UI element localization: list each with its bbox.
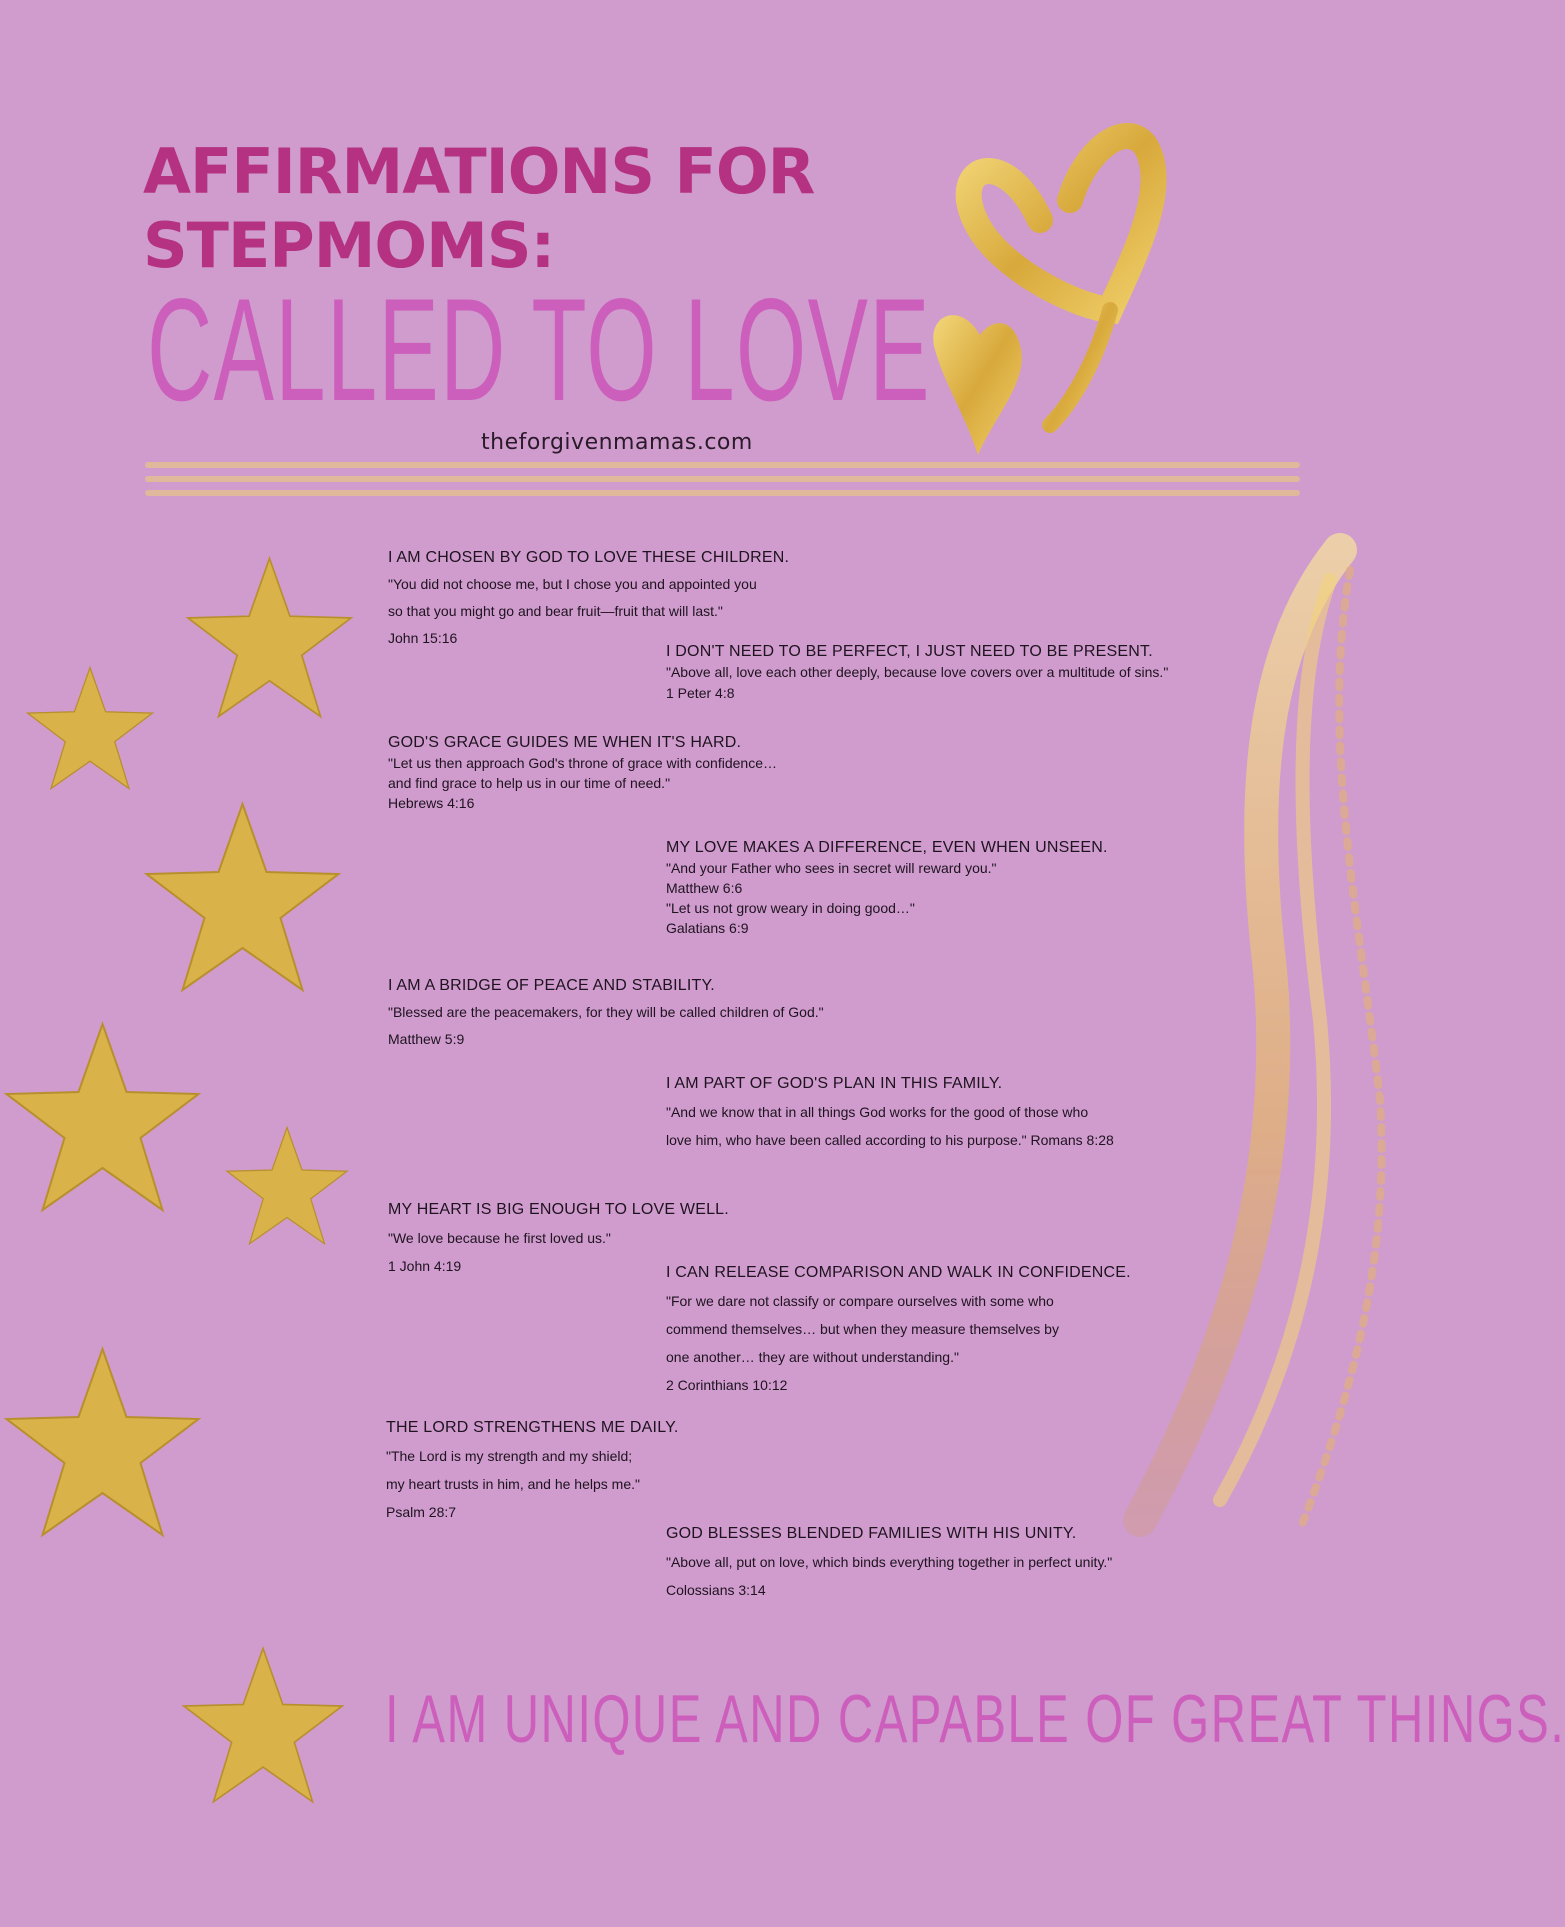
- scripture-line: "Above all, love each other deeply, because love covers over a multitude of sins.": [666, 664, 1169, 680]
- glitter-star-icon: [0, 1345, 205, 1545]
- affirmation-heading: I AM A BRIDGE OF PEACE AND STABILITY.: [388, 977, 715, 994]
- scripture-line: "The Lord is my strength and my shield;: [386, 1448, 633, 1464]
- glitter-star-icon: [0, 1020, 205, 1220]
- affirmation-5: [388, 972, 824, 1053]
- glitter-heart-icon: [920, 125, 1180, 465]
- scripture-line: "And your Father who sees in secret will reward you.": [666, 860, 997, 876]
- affirmation-heading: I DON'T NEED TO BE PERFECT, I JUST NEED TO BE PRESENT.: [666, 643, 1153, 660]
- scripture-reference: John 15:16: [388, 630, 458, 646]
- scripture-line: "You did not choose me, but I chose you and appointed you: [388, 576, 757, 592]
- affirmation-4: [666, 838, 1108, 938]
- affirmation-6: [666, 1070, 1114, 1154]
- scripture-reference: Galatians 6:9: [666, 920, 749, 936]
- scripture-line: "For we dare not classify or compare ourselves with some who: [666, 1293, 1054, 1309]
- scripture-line: my heart trusts in him, and he helps me.": [386, 1476, 640, 1492]
- affirmation-3: [388, 733, 777, 813]
- subtitle: CALLED TO LOVE: [147, 268, 931, 431]
- scripture-line: "We love because he first loved us.": [388, 1230, 611, 1246]
- page-title: [143, 135, 863, 283]
- affirmation-heading: GOD BLESSES BLENDED FAMILIES WITH HIS UNITY.: [666, 1525, 1077, 1542]
- affirmation-9: [386, 1414, 679, 1526]
- title-line-1: AFFIRMATIONS FOR: [143, 135, 815, 208]
- affirmation-heading: GOD'S GRACE GUIDES ME WHEN IT'S HARD.: [388, 734, 742, 751]
- affirmation-2: [666, 641, 1168, 704]
- scripture-reference: Matthew 5:9: [388, 1031, 465, 1047]
- scripture-reference: 1 John 4:19: [388, 1258, 462, 1274]
- scripture-line: "Above all, put on love, which binds everything together in perfect unity.": [666, 1554, 1113, 1570]
- title-line-2: STEPMOMS:: [143, 209, 555, 282]
- affirmation-1: [388, 544, 789, 652]
- glitter-star-icon: [25, 665, 155, 795]
- divider-line-2: [145, 476, 1300, 482]
- closing-affirmation: I AM UNIQUE AND CAPABLE OF GREAT THINGS.: [385, 1681, 1565, 1757]
- scripture-line: "Blessed are the peacemakers, for they will be called children of God.": [388, 1004, 824, 1020]
- glitter-star-icon: [140, 800, 345, 1000]
- scripture-line: one another… they are without understanding.": [666, 1349, 959, 1365]
- scripture-reference: 1 Peter 4:8: [666, 685, 735, 701]
- scripture-line: and find grace to help us in our time of need.": [388, 775, 671, 791]
- scripture-reference: 2 Corinthians 10:12: [666, 1377, 788, 1393]
- scripture-reference: Matthew 6:6: [666, 880, 743, 896]
- affirmation-heading: THE LORD STRENGTHENS ME DAILY.: [386, 1419, 679, 1436]
- affirmation-10: [666, 1520, 1112, 1604]
- website-link[interactable]: theforgivenmamas.com: [481, 430, 753, 455]
- affirmation-8: [666, 1259, 1131, 1399]
- divider-line-3: [145, 490, 1300, 496]
- scripture-line: so that you might go and bear fruit—fruit that will last.": [388, 603, 723, 619]
- affirmation-heading: I CAN RELEASE COMPARISON AND WALK IN CONFIDENCE.: [666, 1264, 1131, 1281]
- scripture-reference: Hebrews 4:16: [388, 795, 475, 811]
- scripture-reference: Colossians 3:14: [666, 1582, 766, 1598]
- scripture-line: "Let us not grow weary in doing good…": [666, 900, 915, 916]
- divider-line-1: [145, 462, 1300, 468]
- glitter-star-icon: [178, 1645, 348, 1810]
- scripture-line: love him, who have been called according to his purpose." Romans 8:28: [666, 1132, 1114, 1148]
- glitter-star-icon: [222, 1125, 352, 1250]
- scripture-line: commend themselves… but when they measure themselves by: [666, 1321, 1059, 1337]
- scripture-line: "And we know that in all things God works for the good of those who: [666, 1104, 1089, 1120]
- affirmation-heading: I AM CHOSEN BY GOD TO LOVE THESE CHILDREN.: [388, 549, 790, 566]
- glitter-star-icon: [182, 555, 357, 725]
- affirmation-heading: I AM PART OF GOD'S PLAN IN THIS FAMILY.: [666, 1075, 1003, 1092]
- scripture-line: "Let us then approach God's throne of grace with confidence…: [388, 755, 777, 771]
- affirmation-heading: MY LOVE MAKES A DIFFERENCE, EVEN WHEN UNSEEN.: [666, 839, 1108, 856]
- scripture-reference: Psalm 28:7: [386, 1504, 457, 1520]
- affirmation-heading: MY HEART IS BIG ENOUGH TO LOVE WELL.: [388, 1201, 729, 1218]
